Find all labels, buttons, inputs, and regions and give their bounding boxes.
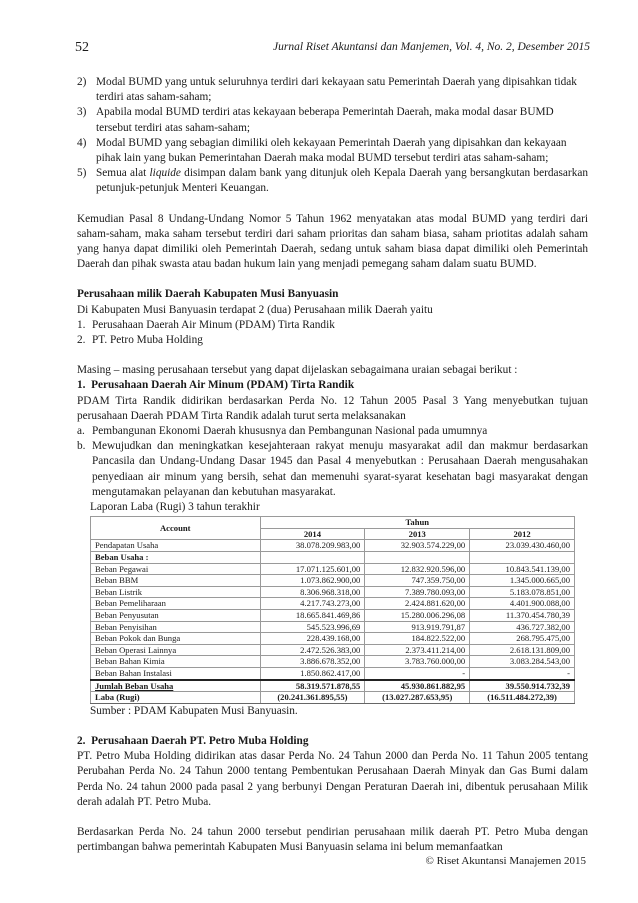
row-label: Laba (Rugi): [91, 692, 261, 704]
list-item: [77, 318, 588, 333]
paragraph-pasal-8: Kemudian Pasal 8 Undang-Undang Nomor 5 Tahun 1962 menyatakan atas modal BUMD yang terdiri dari saham-saham, maka saham tersebut terdiri dari saham prioritas dan saham biasa, saham priotitas adalah saham yang hanya dapat dimiliki oleh Pemerintah Daerah, sedang untuk saham biasa dapat dimiliki oleh Pemerintah Daerah dan pihak swasta atau badan hukum lain yang menjadi pemegang saham dalam suatu BUMD.: [77, 212, 588, 271]
cell-value: 8.306.968.318,00: [260, 586, 365, 598]
cell-value: 15.280.006.296,08: [365, 610, 470, 622]
row-label: Beban Penyusutan: [91, 610, 261, 622]
cell-value: 2.618.131.809,00: [470, 644, 575, 656]
row-label: Pendapatan Usaha: [91, 540, 261, 552]
header-year: 2013: [365, 528, 470, 540]
table-row-profit-loss: [91, 692, 575, 704]
list-text: Perusahaan Daerah Air Minum (PDAM) Tirta Randik: [92, 318, 335, 331]
cell-value: -: [365, 668, 470, 680]
cell-value: 747.359.750,00: [365, 575, 470, 587]
list-marker: b.: [77, 440, 86, 453]
cell-value: [470, 552, 575, 564]
list-marker: 3): [77, 106, 87, 119]
list-marker: 4): [77, 136, 87, 149]
cell-value: 10.843.541.139,00: [470, 563, 575, 575]
list-text: Mewujudkan dan meningkatkan kesejahteraan rakyat menuju masyarakat adil dan makmur berdasarkan Pancasila dan Undang-Undang Dasar 1945 dan Pasal 4 menyebutkan : Perusahaan Daerah mengusahakan penyediaan air minum yang bersih, sehat dan memenuhi syarat-syarat kesehatan bagi masyarakat dengan mengutamakan pelayanan dan kebutuhan masyarakat.: [92, 440, 588, 498]
row-label: Jumlah Beban Usaha: [91, 680, 261, 692]
paragraph: PDAM Tirta Randik didirikan berdasarkan Perda No. 12 Tahun 2005 Pasal 3 Yang menyebutkan tujuan perusahaan Daerah PDAM Tirta Randik adalah turut serta melaksanakan: [77, 394, 588, 422]
journal-title: Jurnal Riset Akuntansi dan Manjemen, Vol. 4, No. 2, Desember 2015: [273, 41, 590, 53]
table-row: [91, 563, 575, 575]
header-year: 2012: [470, 528, 575, 540]
row-label: Beban Bahan Instalasi: [91, 668, 261, 680]
table-row: [91, 540, 575, 552]
cell-value: 23.039.430.460,00: [470, 540, 575, 552]
cell-value: 3.783.760.000,00: [365, 656, 470, 668]
cell-value: 913.919.791,87: [365, 621, 470, 633]
header-tahun: Tahun: [260, 517, 575, 529]
list-text: Modal BUMD yang sebagian dimiliki oleh kekayaan Pemerintah Daerah yang dipisahkan dan kekayaan pihak lain yang bukan Pemerintahan Daerah maka modal BUMD tersebut terdiri atas saham-saham;: [96, 136, 567, 165]
cell-value: 4.401.900.088,00: [470, 598, 575, 610]
row-label: Beban Pegawai: [91, 563, 261, 575]
list-marker: 1.: [77, 318, 86, 331]
list-marker: 2.: [77, 334, 86, 347]
list-item: [77, 424, 588, 439]
cell-value: 58.319.571.878,55: [260, 680, 365, 692]
paragraph: Di Kabupaten Musi Banyuasin terdapat 2 (dua) Perusahaan milik Daerah yaitu: [77, 303, 433, 316]
page-content: [77, 75, 588, 855]
row-label: Beban Usaha :: [91, 552, 261, 564]
section-heading: Perusahaan milik Daerah Kabupaten Musi Banyuasin: [77, 288, 339, 301]
cell-value: (20.241.361.895,55): [260, 692, 365, 704]
table-source: Sumber : PDAM Kabupaten Musi Banyuasin.: [90, 704, 298, 717]
table-row: [91, 644, 575, 656]
section-heading: 1. Perusahaan Daerah Air Minum (PDAM) Tirta Randik: [77, 379, 355, 392]
table-row: [91, 575, 575, 587]
cell-value: -: [470, 668, 575, 680]
italic-term: liquide: [149, 167, 181, 180]
cell-value: 7.389.780.093,00: [365, 586, 470, 598]
list-text: Pembangunan Ekonomi Daerah khususnya dan Pembangunan Nasional pada umumnya: [92, 425, 488, 438]
header-year: 2014: [260, 528, 365, 540]
cell-value: 184.822.522,00: [365, 633, 470, 645]
cell-value: 32.903.574.229,00: [365, 540, 470, 552]
row-label: Beban Operasi Lainnya: [91, 644, 261, 656]
paragraph: Masing – masing perusahaan tersebut yang dapat dijelaskan sebagaimana uraian sebagai berikut :: [77, 364, 518, 377]
row-label: Beban Pokok dan Bunga: [91, 633, 261, 645]
table-row: [91, 656, 575, 668]
pdam-goals-list: [77, 424, 588, 500]
cell-value: [260, 552, 365, 564]
list-text: Modal BUMD yang untuk seluruhnya terdiri dari kekayaan satu Pemerintah Daerah yang dipisahkan tidak terdiri atas saham-saham;: [96, 76, 577, 104]
page-number: 52: [75, 40, 89, 55]
table-body: [91, 540, 575, 680]
cell-value: [365, 552, 470, 564]
paragraph: PT. Petro Muba Holding didirikan atas dasar Perda No. 24 Tahun 2000 dan Perda No. 11 Tahun 2005 tentang Perubahan Perda No. 24 Tahun 2000 tentang Pembentukan Perusahaan Daerah Minyak dan Gas Bumi dalam Perda No. 24 tahun 2000 pada pasal 2 yang berbunyi Dengan Peraturan Daerah ini, dibentuk perusahaan Milik derah adalah PT. Petro Muba.: [77, 750, 588, 808]
cell-value: 1.850.862.417,00: [260, 668, 365, 680]
page-footer: © Riset Akuntansi Manajemen 2015: [425, 855, 586, 867]
list-text: Apabila modal BUMD terdiri atas kekayaan beberapa Pemerintah Daerah, maka modal dasar BUMD tersebut terdiri atas saham-saham;: [96, 106, 554, 134]
list-text: disimpan dalam bank yang ditunjuk oleh Kepala Daerah yang bersangkutan berdasarkan petunjuk-petunjuk Menteri Keuangan.: [96, 167, 588, 195]
list-item: [77, 166, 588, 196]
cell-value: (13.027.287.653,95): [365, 692, 470, 704]
cell-value: 545.523.996,69: [260, 621, 365, 633]
cell-value: 45.930.861.882,95: [365, 680, 470, 692]
list-marker: a.: [77, 425, 85, 438]
header-account: Account: [91, 517, 261, 540]
cell-value: 268.795.475,00: [470, 633, 575, 645]
cell-value: 2.472.526.383,00: [260, 644, 365, 656]
page-header: [75, 40, 590, 56]
table-row-total: [91, 680, 575, 692]
row-label: Beban Penyisihan: [91, 621, 261, 633]
table-row: [91, 621, 575, 633]
list-marker: 2): [77, 76, 87, 88]
income-statement-table: [90, 516, 575, 704]
cell-value: (16.511.484.272,39): [470, 692, 575, 704]
cell-value: 1.345.000.665,00: [470, 575, 575, 587]
table-row: [91, 610, 575, 622]
table-row: [91, 598, 575, 610]
cell-value: 39.550.914.732,39: [470, 680, 575, 692]
row-label: Beban Listrik: [91, 586, 261, 598]
list-item: [77, 439, 588, 500]
cell-value: 3.886.678.352,00: [260, 656, 365, 668]
table-row: [91, 668, 575, 680]
company-list: [77, 318, 588, 348]
list-marker: 5): [77, 167, 87, 180]
cell-value: 17.071.125.601,00: [260, 563, 365, 575]
cell-value: 436.727.382,00: [470, 621, 575, 633]
section-heading: 2. Perusahaan Daerah PT. Petro Muba Holding: [77, 734, 309, 747]
list-text: PT. Petro Muba Holding: [92, 334, 203, 347]
cell-value: 38.078.209.983,00: [260, 540, 365, 552]
list-text: Semua alat: [96, 167, 150, 180]
cell-value: 1.073.862.900,00: [260, 575, 365, 587]
cell-value: 5.183.078.851,00: [470, 586, 575, 598]
row-label: Beban Pemeliharaan: [91, 598, 261, 610]
row-label: Beban Bahan Kimia: [91, 656, 261, 668]
cell-value: 2.424.881.620,00: [365, 598, 470, 610]
row-label: Beban BBM: [91, 575, 261, 587]
table-row: [91, 586, 575, 598]
bumd-capital-list: [77, 75, 588, 197]
paragraph: Berdasarkan Perda No. 24 tahun 2000 tersebut pendirian perusahaan milik daerah PT. Petro Muba dengan pertimbangan bahwa pemerintah Kabupaten Musi Banyuasin selama ini belum memanfaatkan: [77, 826, 588, 854]
cell-value: 12.832.920.596,00: [365, 563, 470, 575]
cell-value: 228.439.168,00: [260, 633, 365, 645]
list-item: [77, 136, 588, 166]
table-row: [91, 633, 575, 645]
cell-value: 2.373.411.214,00: [365, 644, 470, 656]
cell-value: 3.083.284.543,00: [470, 656, 575, 668]
list-item: [77, 333, 588, 348]
cell-value: 11.370.454.780,39: [470, 610, 575, 622]
table-caption: Laporan Laba (Rugi) 3 tahun terakhir: [90, 501, 260, 514]
list-item: [77, 75, 588, 105]
cell-value: 4.217.743.273,00: [260, 598, 365, 610]
table-header-row: [91, 517, 575, 529]
table-row: [91, 552, 575, 564]
list-item: [77, 105, 588, 135]
cell-value: 18.665.841.469,86: [260, 610, 365, 622]
